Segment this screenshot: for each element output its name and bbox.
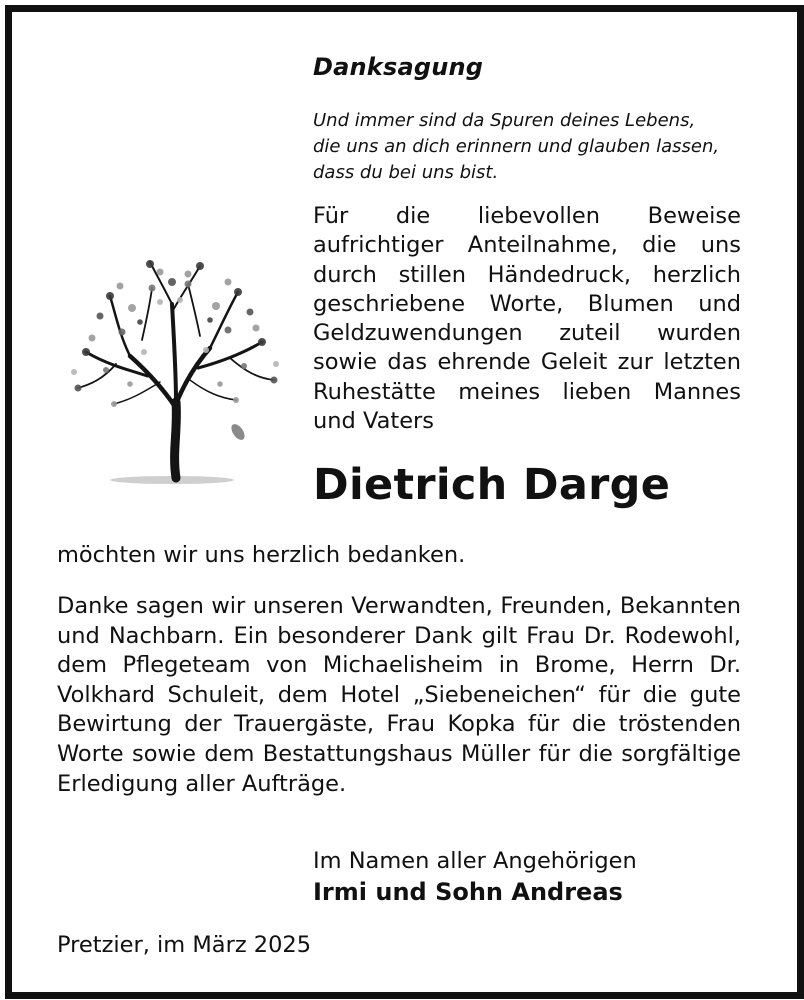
poem-line: dass du bei uns bist.: [313, 162, 499, 183]
intro-text: Für die liebevollen Beweise aufrichtiger Anteilnahme, die uns durch stillen Händedruck, herzlich geschriebene Worte, Blumen und Geldzuwendungen zuteil wurden sowie das ehrende Geleit zur letzten Ruhestätte meines lieben Mannes und Vaters: [313, 203, 741, 435]
closing-line: Im Namen aller Angehörigen: [313, 848, 637, 874]
poem: [313, 108, 753, 186]
poem-line: Und immer sind da Spuren deines Lebens,: [313, 110, 696, 131]
signers: Irmi und Sohn Andreas: [313, 878, 623, 906]
deceased-name: Dietrich Darge: [313, 460, 671, 510]
poem-line: die uns an dich erinnern und glauben lassen,: [313, 136, 720, 157]
tree-illustration: [60, 252, 290, 492]
thanks-line: möchten wir uns herzlich bedanken.: [57, 542, 466, 568]
place-date: Pretzier, im März 2025: [57, 932, 312, 958]
falling-leaf: [229, 422, 248, 442]
body-text: Danke sagen wir unseren Verwandten, Freunden, Bekannten und Nachbarn. Ein besonderer Dank gilt Frau Dr. Rodewohl, dem Pflegeteam von Michaelisheim in Brome, Herrn Dr. Volkhard Schuleit, dem Hotel „Siebeneichen“ für die gute Bewirtung der Trauergäste, Frau Kopka für die tröstenden Worte sowie dem Bestattungshaus Müller für die sorgfältige Erledigung aller Aufträge.: [57, 593, 741, 797]
heading: Danksagung: [313, 53, 484, 81]
obituary-card: [5, 5, 804, 999]
